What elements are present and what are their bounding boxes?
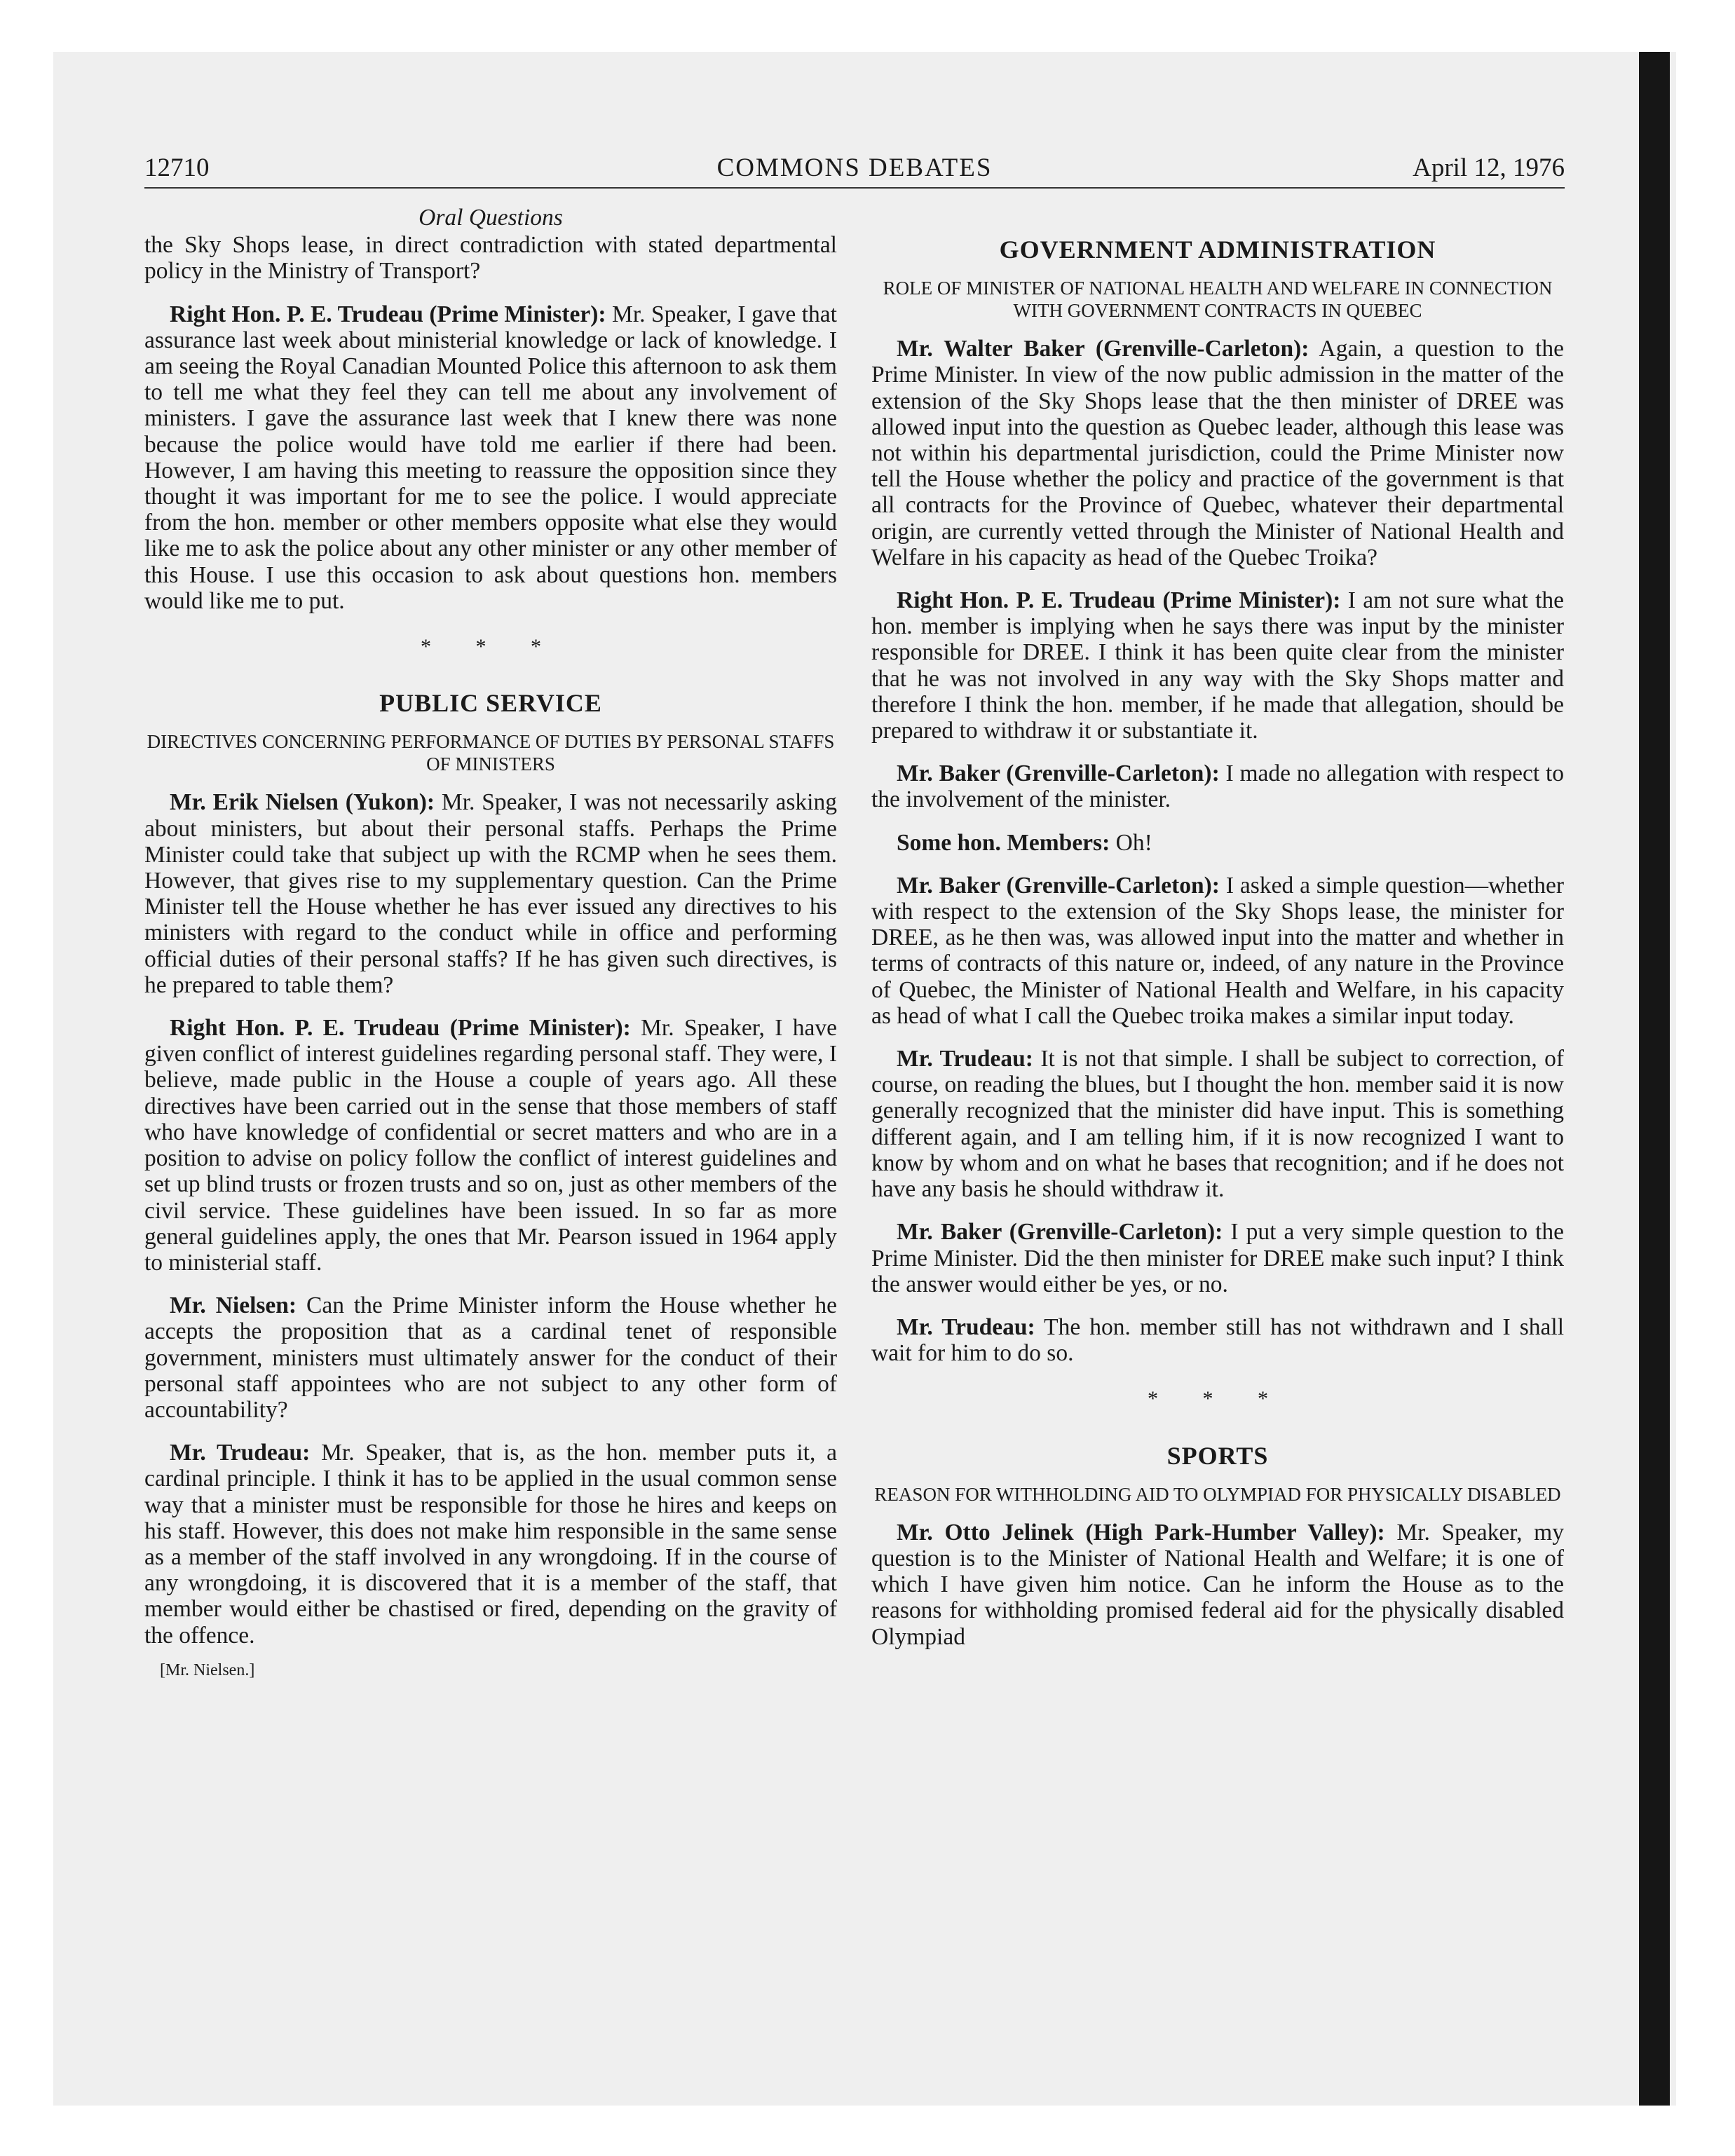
- speech-text: Mr. Speaker, I was not necessarily asking about ministers, but about their personal staffs. Perhaps the Prime Minister could take that subject up with the RCMP when he sees them. However, that gives rise to my supplementary question. Can the Prime Minister tell the House whether he has ever issued any directives to his ministers with regard to the conduct while in office and performing official duties of their personal staffs? If he has given such directives, is he prepared to table them?: [144, 789, 837, 998]
- speech-text: Mr. Speaker, my question is to the Minister of National Health and Welfare; it is one of which I have given him notice. Can he inform the House as to the reasons for withholding promised federal aid for the physically disabled Olympiad: [871, 1519, 1564, 1650]
- speaker-note: [Mr. Nielsen.]: [160, 1660, 255, 1679]
- section-heading: SPORTS: [1166, 1441, 1269, 1470]
- speech-text: Mr. Speaker, I have given conflict of interest guidelines regarding personal staff. They were, I believe, made public in the House a couple of years ago. All these directives have been carried out in the sense that those members of staff who have knowledge of confidential or secret matters and who are in a position to advise on policy follow the conflict of interest guidelines and set up blind trusts or frozen trusts and so on, just as other members of the civil service. These guidelines have been issued. In so far as more general guidelines apply, the ones that Mr. Pearson issued in 1964 apply to ministerial staff.: [144, 1015, 837, 1276]
- speech-paragraph: [871, 1046, 1564, 1202]
- speech-paragraph: [144, 301, 837, 614]
- speech-paragraph: [144, 1015, 837, 1276]
- scan-edge-shadow: [1639, 52, 1670, 2106]
- page-number: 12710: [144, 153, 210, 182]
- section-heading: GOVERNMENT ADMINISTRATION: [999, 236, 1436, 264]
- continued-paragraph: the Sky Shops lease, in direct contradiction with stated departmental policy in the Ministry of Transport?: [144, 232, 837, 285]
- publication-title: COMMONS DEBATES: [716, 153, 993, 182]
- speaker-name: Mr. Trudeau:: [897, 1314, 1035, 1340]
- publication-date: April 12, 1976: [1413, 153, 1565, 182]
- section-separator: * * *: [421, 635, 561, 659]
- section-subheading: REASON FOR WITHHOLDING AID TO OLYMPIAD FOR PHYSICALLY DISABLED: [874, 1483, 1561, 1505]
- speech-paragraph: [871, 587, 1564, 744]
- speech-text: I am not sure what the hon. member is implying when he says there was input by the minister responsible for DREE. I think it has been quite clear from the minister that he was not involved in any way with the Sky Shops matter and therefore I think the hon. member, if he made that allegation, should be prepared to withdraw it or substantiate it.: [871, 587, 1564, 744]
- header-rule: [144, 187, 1565, 189]
- speech-paragraph: [871, 1314, 1564, 1366]
- page-header: [144, 153, 1565, 188]
- speaker-name: Mr. Trudeau:: [897, 1046, 1033, 1072]
- speech-text: It is not that simple. I shall be subject to correction, of course, on reading the blues, but I thought the hon. member said it is now generally recognized that the minister did have input. This is something different again, and I am telling him, if it is now recognized I want to know by whom and on what he bases that recognition; and if he does not have any basis he should withdraw it.: [871, 1046, 1565, 1203]
- speaker-name: Some hon. Members:: [897, 829, 1110, 856]
- speech-paragraph: [871, 873, 1564, 1029]
- speaker-name: Right Hon. P. E. Trudeau (Prime Minister):: [897, 587, 1341, 614]
- speech-paragraph: [144, 789, 837, 998]
- speech-text: The hon. member still has not withdrawn and I shall wait for him to do so.: [871, 1314, 1564, 1367]
- speech-paragraph: [871, 1219, 1564, 1297]
- right-column: [871, 237, 1564, 1650]
- section-subheading: ROLE OF MINISTER OF NATIONAL HEALTH AND WELFARE IN CONNECTION WITH GOVERNMENT CONTRACTS IN QUEBEC: [883, 278, 1553, 322]
- speaker-name: Mr. Otto Jelinek (High Park-Humber Valley):: [897, 1519, 1385, 1546]
- speech-paragraph: [871, 336, 1564, 571]
- section-subheading: DIRECTIVES CONCERNING PERFORMANCE OF DUTIES BY PERSONAL STAFFS OF MINISTERS: [147, 731, 835, 775]
- speech-paragraph: [144, 1440, 837, 1649]
- speech-text: Mr. Speaker, I gave that assurance last week about ministerial knowledge or lack of knowledge. I am seeing the Royal Canadian Mounted Police this afternoon to ask them to tell me what they feel they can tell me about any involvement of ministers. I gave the assurance last week that I knew there was none because the police would have told me earlier if there had been. However, I am having this meeting to reassure the opposition since they thought it was important for me to see the police. I would appreciate from the hon. member or other members opposite what else they would like me to ask the police about any other minister or any other member of this House. I use this occasion to ask about questions hon. members would like me to put.: [144, 301, 837, 614]
- speaker-name: Mr. Walter Baker (Grenville-Carleton):: [897, 336, 1309, 362]
- speaker-name: Mr. Trudeau:: [170, 1440, 311, 1466]
- speech-paragraph: [871, 760, 1564, 812]
- speaker-name: Mr. Baker (Grenville-Carleton):: [897, 872, 1220, 899]
- speech-text: Oh!: [1110, 829, 1152, 856]
- speaker-name: Mr. Erik Nielsen (Yukon):: [170, 789, 435, 816]
- speaker-name: Right Hon. P. E. Trudeau (Prime Minister):: [170, 1015, 631, 1042]
- speaker-name: Mr. Baker (Grenville-Carleton):: [897, 760, 1220, 787]
- left-column: [144, 205, 837, 1681]
- speech-paragraph: [871, 830, 1564, 856]
- speech-text: I made no allegation with respect to the involvement of the minister.: [871, 760, 1564, 813]
- speech-text: I put a very simple question to the Prime Minister. Did the then minister for DREE make such input? I think the answer would either be yes, or no.: [871, 1219, 1564, 1297]
- speech-text: Mr. Speaker, that is, as the hon. member puts it, a cardinal principle. I think it has to be applied in the usual common sense way that a minister must be responsible for those he hires and keeps on his staff. However, this does not make him responsible in the same sense as a member of the staff involved in any wrongdoing. If in the course of any wrongdoing, it is discovered that it is a member of the staff, that member would either be chastised or fired, depending on the gravity of the offence.: [144, 1440, 837, 1649]
- running-head: Oral Questions: [419, 205, 563, 231]
- speech-text: Again, a question to the Prime Minister. In view of the now public admission in the matter of the extension of the Sky Shops lease that the then minister of DREE was allowed input into the question as Quebec leader, although this lease was not within his departmental jurisdiction, could the Prime Minister now tell the House whether the policy and practice of the government is that all contracts for the Province of Quebec, whatever their departmental origin, are currently vetted through the Minister of National Health and Welfare in his capacity as head of the Quebec Troika?: [871, 336, 1564, 571]
- speech-text: I asked a simple question—whether with respect to the extension of the Sky Shops lease, the minister for DREE, as he then was, was allowed input into the matter and whether in terms of contracts of this nature or, indeed, of any nature in the Province of Quebec, the Minister of National Health and Welfare, in his capacity as head of what I call the Quebec troika makes a similar input today.: [871, 872, 1565, 1029]
- speech-paragraph: [144, 1292, 837, 1423]
- section-separator: * * *: [1148, 1387, 1288, 1411]
- speaker-name: Mr. Baker (Grenville-Carleton):: [897, 1219, 1223, 1246]
- speech-text: Can the Prime Minister inform the House whether he accepts the proposition that as a cardinal tenet of responsible government, ministers must ultimately answer for the conduct of their personal staff appointees who are not subject to any other form of accountability?: [144, 1292, 837, 1423]
- speech-paragraph: [871, 1520, 1564, 1650]
- speaker-name: Right Hon. P. E. Trudeau (Prime Minister):: [170, 301, 606, 327]
- speaker-name: Mr. Nielsen:: [170, 1292, 297, 1319]
- section-heading: PUBLIC SERVICE: [379, 689, 602, 718]
